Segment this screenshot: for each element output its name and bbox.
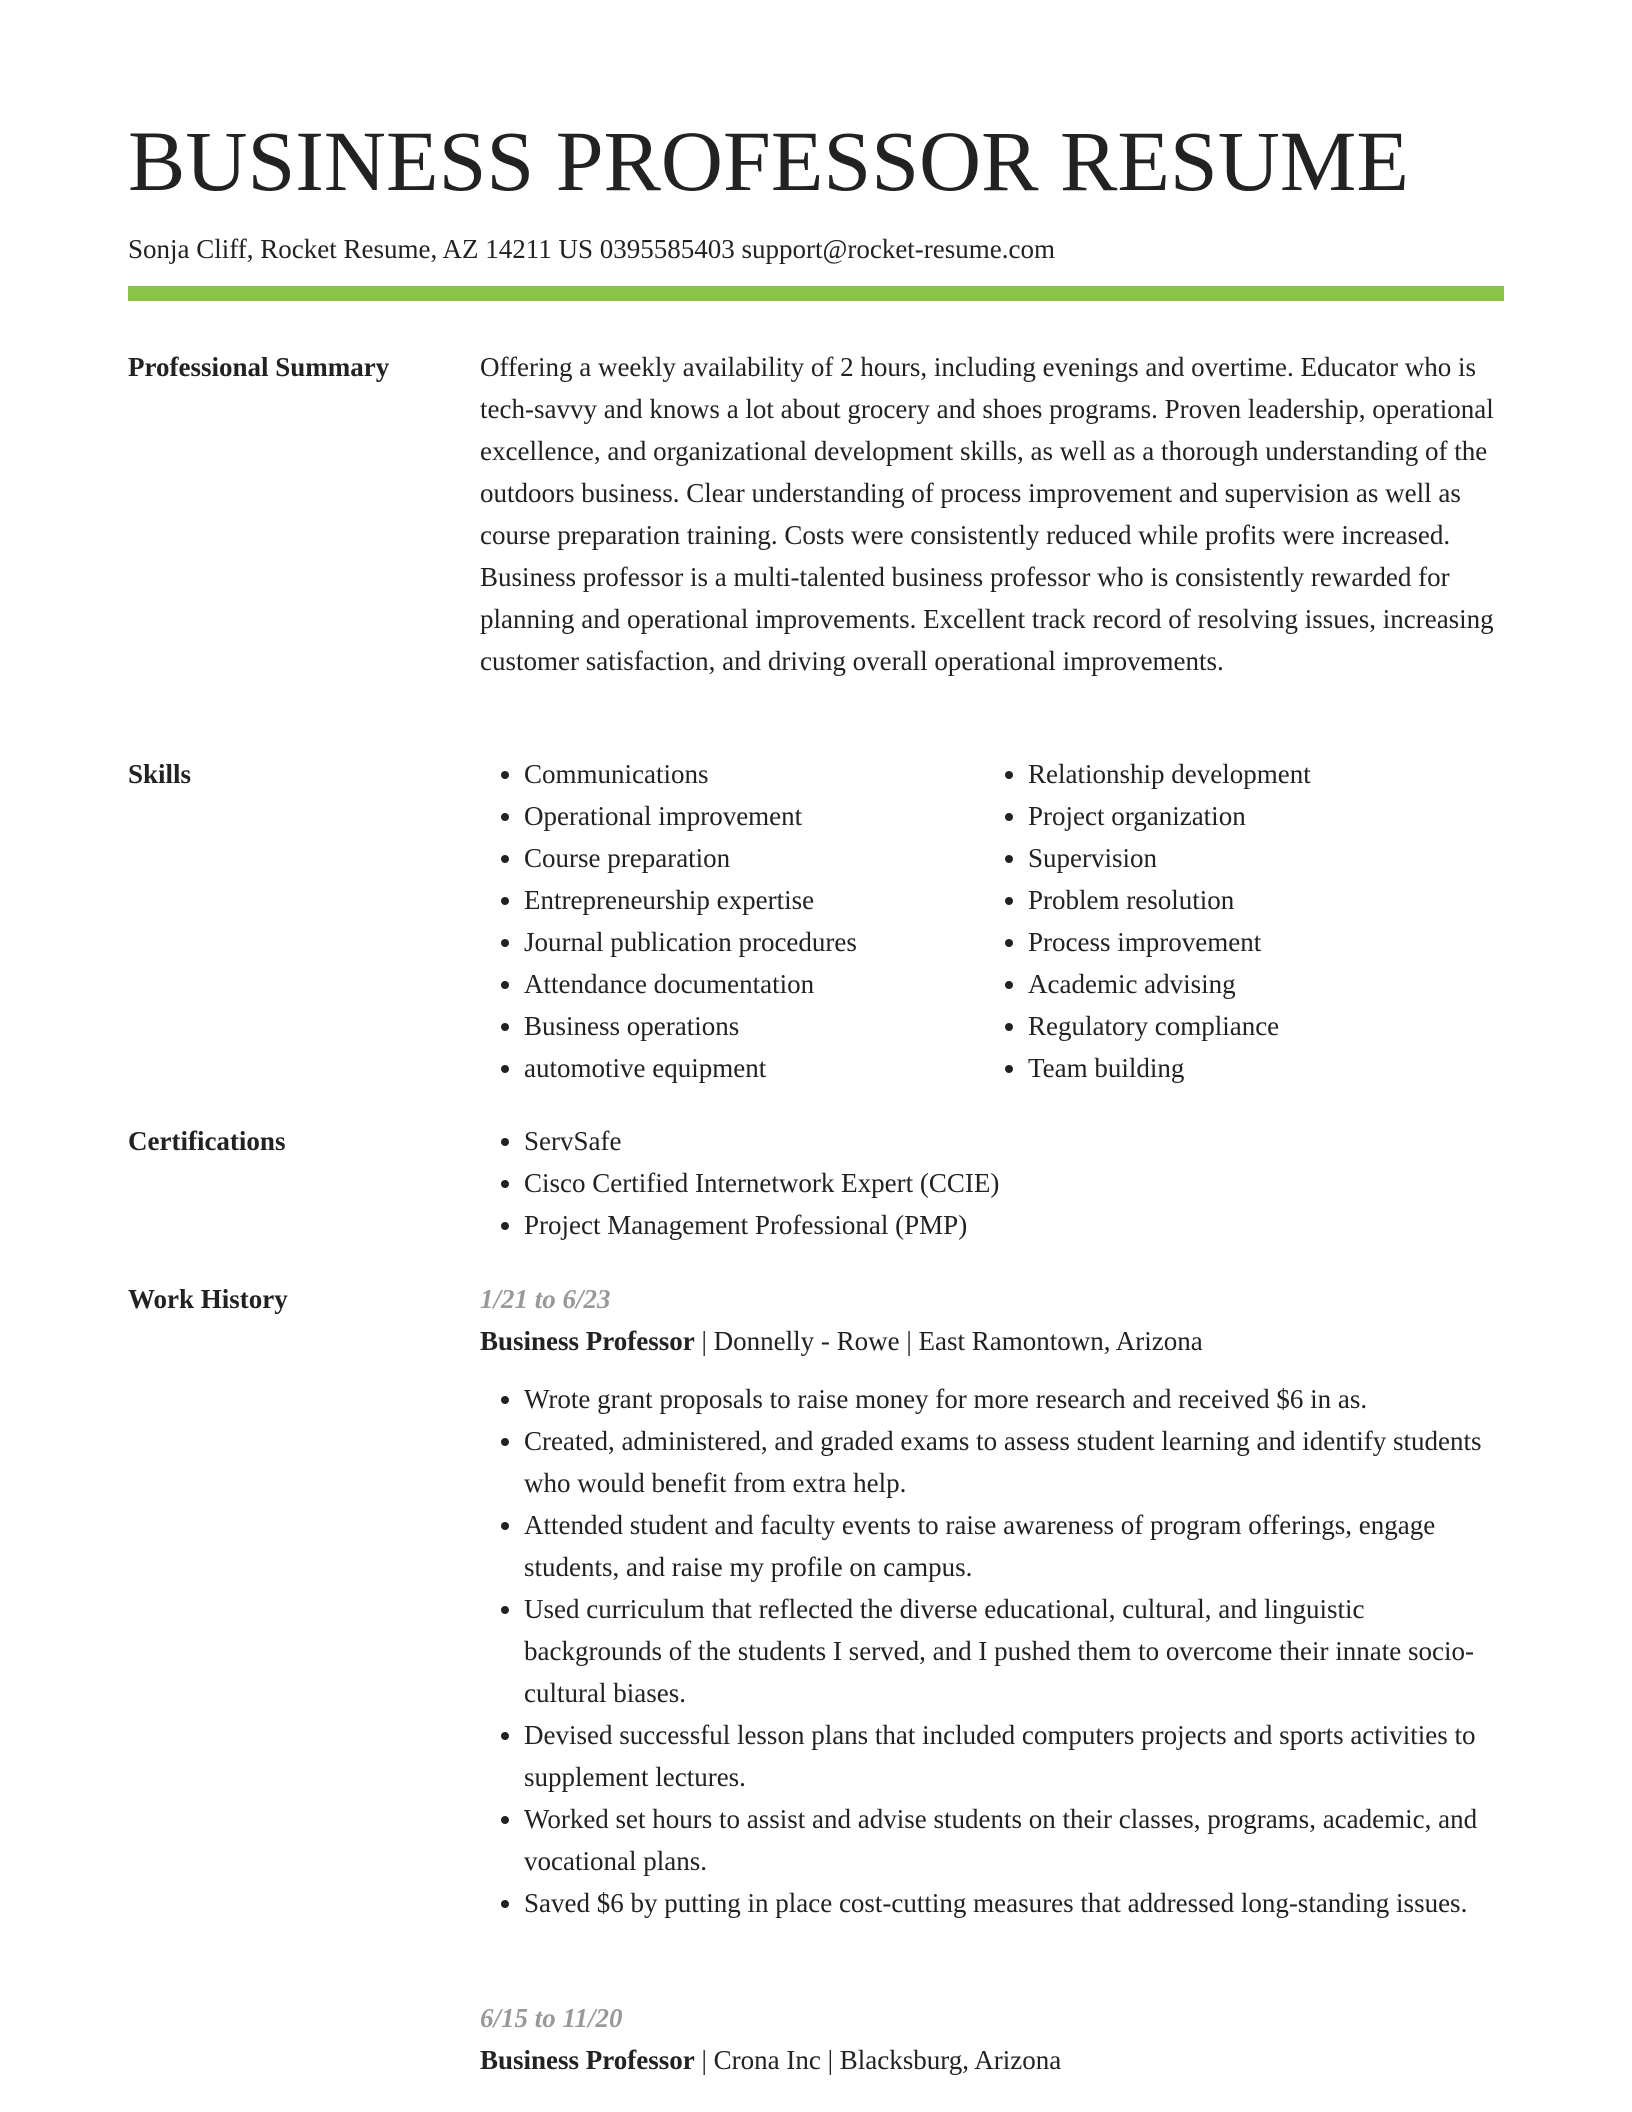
job-bullet: • Attended student and faculty events to raise awareness of program offerings, engage students, and raise my profile on campus.	[524, 1504, 1504, 1588]
job-bullet: • Devised successful lesson plans that included computers projects and sports activities to supplement lectures.	[524, 1714, 1504, 1798]
skill-item: • Supervision	[1028, 837, 1504, 879]
job-title: Business Professor	[480, 1326, 695, 1356]
job-bullet: • Saved $6 by putting in place cost-cutting measures that addressed long-standing issues.	[524, 1882, 1504, 1924]
skill-item: • Communications	[524, 753, 980, 795]
job-details: | Crona Inc | Blacksburg, Arizona	[694, 2045, 1062, 2075]
resume-title: BUSINESS PROFESSOR RESUME	[128, 113, 1409, 209]
skill-item: • Academic advising	[1028, 963, 1504, 1005]
skill-item: • Problem resolution	[1028, 879, 1504, 921]
certification-item: • Cisco Certified Internetwork Expert (CCIE)	[524, 1162, 1504, 1204]
skill-item: • Process improvement	[1028, 921, 1504, 963]
job-entry	[480, 1997, 1504, 2081]
job-bullet: • Worked set hours to assist and advise students on their classes, programs, academic, and vocational plans.	[524, 1798, 1504, 1882]
summary-text: Offering a weekly availability of 2 hours, including evenings and overtime. Educator who is tech-savvy and knows a lot about grocery and shoes programs. Proven leadership, operational excellence, and organizational development skills, as well as a thorough understanding of the outdoors business. Clear understanding of process improvement and supervision as well as course preparation training. Costs were consistently reduced while profits were increased. Business professor is a multi-talented business professor who is consistently rewarded for planning and operational improvements. Excellent track record of resolving issues, increasing customer satisfaction, and driving overall operational improvements.	[480, 352, 1494, 676]
job-bullet: • Used curriculum that reflected the diverse educational, cultural, and linguistic backgrounds of the students I served, and I pushed them to overcome their innate socio-cultural biases.	[524, 1588, 1504, 1714]
section-label-summary: Professional Summary	[128, 352, 390, 382]
skill-item: • Regulatory compliance	[1028, 1005, 1504, 1047]
job-bullets	[480, 1378, 1504, 1924]
header-accent-rule	[128, 286, 1504, 301]
job-bullet: • Wrote grant proposals to raise money for more research and received $6 in as.	[524, 1378, 1504, 1420]
job-details: | Donnelly - Rowe | East Ramontown, Arizona	[694, 1326, 1203, 1356]
skill-item: • Operational improvement	[524, 795, 980, 837]
skill-item: • Attendance documentation	[524, 963, 980, 1005]
job-heading	[480, 2039, 1504, 2081]
job-entry	[480, 1278, 1504, 1924]
job-dates: 1/21 to 6/23	[480, 1284, 611, 1314]
job-bullet: • Created, administered, and graded exams to assess student learning and identify students who would benefit from extra help.	[524, 1420, 1504, 1504]
certifications-list	[480, 1120, 1504, 1246]
certification-item: • ServSafe	[524, 1120, 1504, 1162]
skill-item: • Course preparation	[524, 837, 980, 879]
skills-list-left	[480, 753, 980, 1089]
skill-item: • automotive equipment	[524, 1047, 980, 1089]
skill-item: • Journal publication procedures	[524, 921, 980, 963]
certification-item: • Project Management Professional (PMP)	[524, 1204, 1504, 1246]
section-label-skills: Skills	[128, 759, 192, 789]
skill-item: • Entrepreneurship expertise	[524, 879, 980, 921]
job-dates: 6/15 to 11/20	[480, 2003, 623, 2033]
skill-item: • Project organization	[1028, 795, 1504, 837]
job-heading	[480, 1320, 1504, 1362]
skill-item: • Team building	[1028, 1047, 1504, 1089]
skill-item: • Relationship development	[1028, 753, 1504, 795]
section-label-work-history: Work History	[128, 1284, 288, 1314]
section-label-certifications: Certifications	[128, 1126, 286, 1156]
job-title: Business Professor	[480, 2045, 695, 2075]
skills-list-right	[984, 753, 1504, 1089]
skill-item: • Business operations	[524, 1005, 980, 1047]
contact-info: Sonja Cliff, Rocket Resume, AZ 14211 US 0395585403 support@rocket-resume.com	[128, 234, 1056, 264]
